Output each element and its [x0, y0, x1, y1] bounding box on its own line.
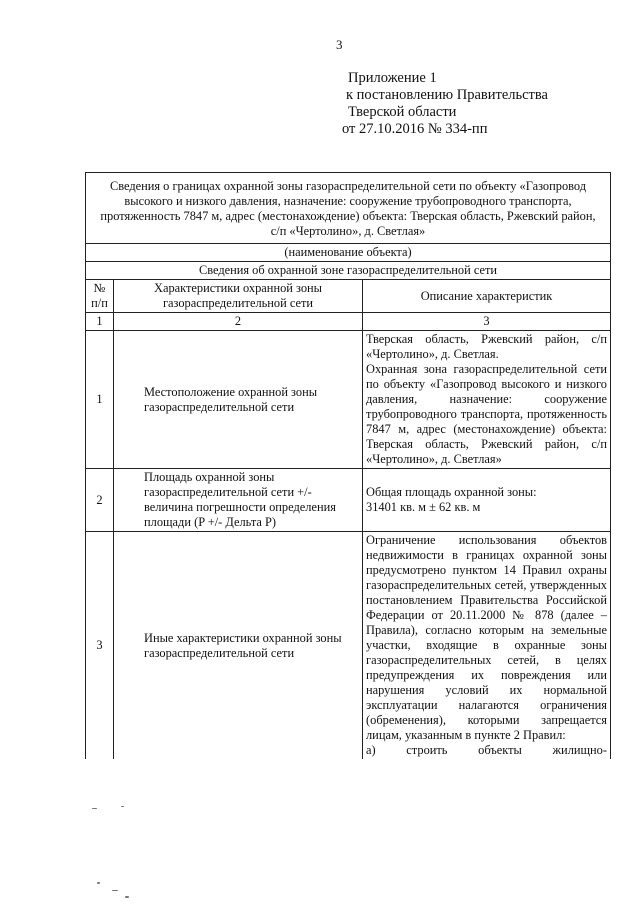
row-description	[363, 532, 611, 760]
appendix-title: Приложение 1	[348, 70, 437, 86]
row-characteristic: Местоположение охранной зоны газораспределительной сети	[114, 331, 363, 469]
object-name-caption: (наименование объекта)	[86, 244, 611, 262]
page-number: 3	[336, 37, 343, 52]
protection-zone-table	[85, 172, 611, 759]
scan-speck	[92, 808, 97, 809]
row-description-part: а) строить объекты жилищно-	[366, 743, 607, 757]
row-description-part: Тверская область, Ржевский район, с/п «Чертолино», д. Светлая.	[366, 332, 607, 361]
row-description-part: Ограничение использования объектов недвижимости в границах охранной зоны предусмотрено пунктом 14 Правил охраны газораспределительных сетей, утвержденных постановлением Правительства Российской Федерации от 20.11.2000 № 878 (далее – Правила), согласно которым на земельные участки, входящие в охранные зоны газораспределительных сетей, в целях предупреждения их повреждения или нарушения условий их нормальной эксплуатации налагаются ограничения (обременения), которыми запрещается лицам, указанным в пункте 2 Правил:	[366, 533, 607, 742]
col-number-2: 2	[114, 313, 363, 331]
col-number-3: 3	[363, 313, 611, 331]
row-description-part: Общая площадь охранной зоны:	[366, 485, 537, 499]
col-number-1: 1	[86, 313, 114, 331]
appendix-region: Тверской области	[348, 104, 457, 120]
header-num: № п/п	[86, 280, 114, 313]
row-number: 1	[86, 331, 114, 469]
header-characteristic: Характеристики охранной зоны газораспределительной сети	[114, 280, 363, 313]
row-description	[363, 331, 611, 469]
row-description	[363, 469, 611, 532]
table-row	[86, 331, 611, 469]
scan-speck	[97, 882, 100, 884]
section-heading: Сведения об охранной зоне газораспределительной сети	[86, 262, 611, 280]
row-characteristic: Иные характеристики охранной зоны газораспределительной сети	[114, 532, 363, 760]
header-description: Описание характеристик	[363, 280, 611, 313]
table-row	[86, 469, 611, 532]
row-number: 3	[86, 532, 114, 760]
table-row	[86, 532, 611, 760]
appendix-date: от 27.10.2016 № 334-пп	[342, 121, 488, 137]
table-title: Сведения о границах охранной зоны газораспределительной сети по объекту «Газопровод высокого и низкого давления, назначение: сооружение трубопроводного транспорта, протяженность 7847 м, адрес (местонахождение) объекта: Тверская область, Ржевский район, с/п «Чертолино», д. Светлая»	[86, 173, 611, 244]
appendix-header	[342, 70, 548, 138]
scan-speck	[112, 890, 118, 891]
row-description-part: 31401 кв. м ± 62 кв. м	[366, 500, 481, 514]
scan-speck	[125, 896, 129, 898]
row-description-part: Охранная зона газораспределительной сети по объекту «Газопровод высокого и низкого давления, назначение: сооружение трубопроводного транспорта, протяженность 7847 м, адрес (местонахождение) объекта: Тверская область, Ржевский район, с/п «Чертолино», д. Светлая»	[366, 362, 607, 466]
appendix-resolution: к постановлению Правительства	[346, 87, 548, 103]
row-number: 2	[86, 469, 114, 532]
row-characteristic: Площадь охранной зоны газораспределительной сети +/- величина погрешности определения площади (P +/- Дельта P)	[114, 469, 363, 532]
scan-speck	[121, 806, 124, 807]
